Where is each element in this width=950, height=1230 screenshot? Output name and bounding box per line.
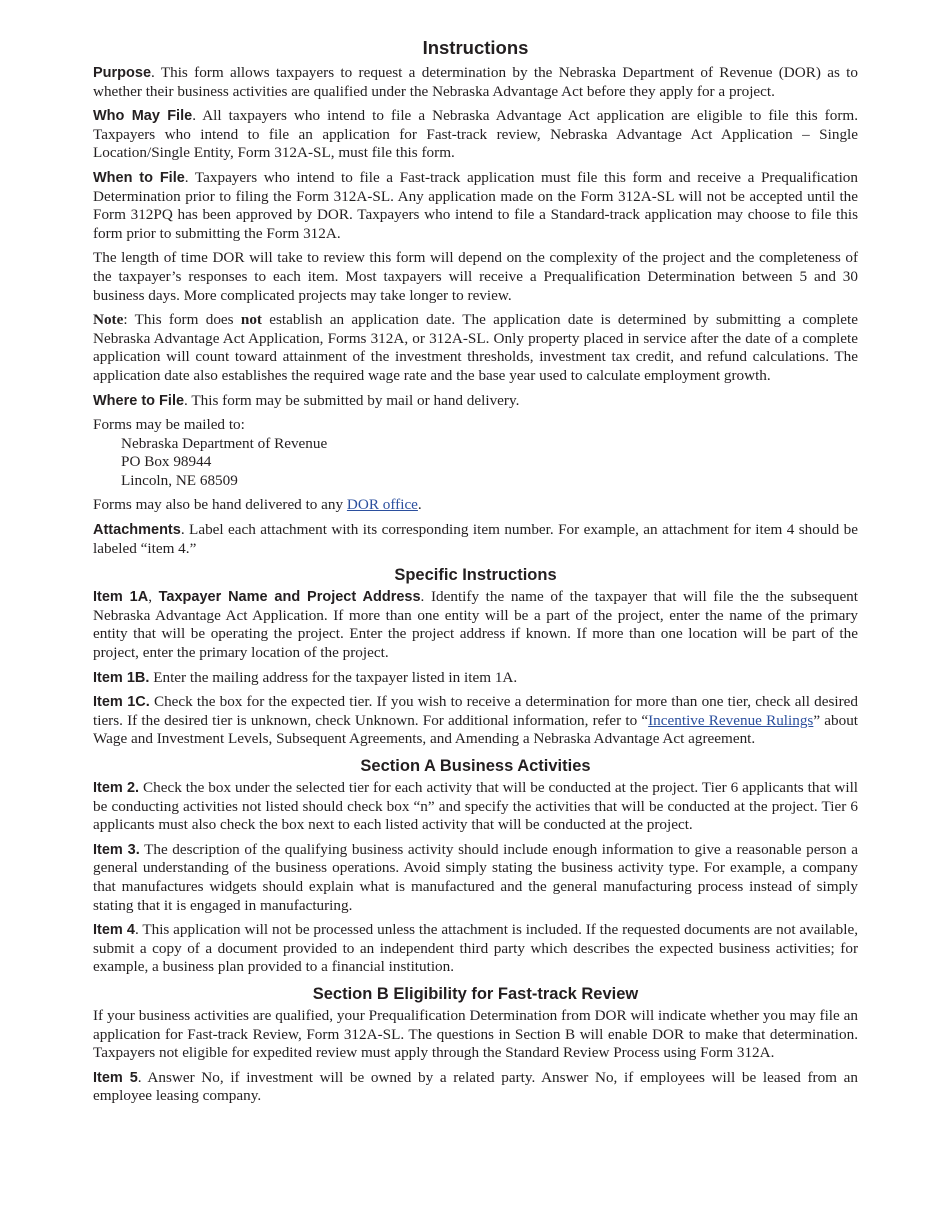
mailing-address-block [93,416,858,490]
item-1b-label: Item 1B. [93,669,150,686]
note-paragraph [93,311,858,385]
item-5-text: . Answer No, if investment will be owned by a related party. Answer No, if employees will be leased from an employee leasing company. [93,1068,858,1105]
section-a-heading: Section A Business Activities [360,757,591,775]
item-3-label: Item 3. [93,841,140,858]
review-time-paragraph: The length of time DOR will take to review this form will depend on the complexity of the project and the completeness of the taxpayer’s responses to each item. Most taxpayers will receive a Prequalification Determination between 5 and 30 business days. More complicated projects may take longer to review. [93,249,858,304]
item-4-paragraph [93,921,858,977]
hand-delivery-paragraph [93,496,858,515]
item-1a-paragraph [93,588,858,662]
item-1a-sublabel: Taxpayer Name and Project Address [158,589,421,606]
item-1c-text-pre: Check the box for the expected tier. If you wish to receive a determination for more than one tier, check all desired tiers. If the desired tier is unknown, check Unknown. For additional information, refer to “ [93,693,858,729]
item-2-text: Check the box under the selected tier for each activity that will be conducted at the project. Tier 6 applicants that will be conducting activities not listed should check box “n” and specify the activities that will be conducted at the project. Tier 6 applicants must also check the box next to each listed activity that will be conducted at the project. [93,779,859,834]
item-1a-text: . Identify the name of the taxpayer that will file the the subsequent Nebraska Advantage Act Application. If more than one entity will be a part of the project, enter the name of the primary entity that will be operating the project. Enter the project address if known. If more than one location will be part of the project, enter the primary location of the project. [93,588,858,662]
who-may-file-paragraph [93,107,858,163]
note-text-post: establish an application date. The application date is determined by submitting a complete Nebraska Advantage Act Application, Forms 312A, or 312A-SL. Only property placed in service after the date of a complete application will count toward attainment of the investment thresholds, investment tax credit, and refund calculations. The application date also establishes the required wage rate and the base year used to calculate employment growth. [93,311,858,384]
where-to-file-text: . This form may be submitted by mail or hand delivery. [184,391,520,409]
when-to-file-text: . Taxpayers who intend to file a Fast-track application must file this form and receive a Prequalification Determination prior to filing the Form 312A-SL. Any application made on the Form 312A-SL will not be accepted until the Form 312PQ has been approved by DOR. Taxpayers who intend to file a Standard-track application may choose to file this form prior to submitting the Form 312A. [93,168,858,242]
section-b-paragraph: If your business activities are qualified, your Prequalification Determination from DOR will indicate whether you may file an application for Fast-track Review, Form 312A-SL. The questions in Section B will enable DOR to make that determination. Taxpayers not eligible for expedited review must apply through the Standard Review Process using Form 312A. [93,1006,858,1062]
hand-delivery-text-post: . [417,496,422,514]
item-1b-text: Enter the mailing address for the taxpayer listed in item 1A. [149,668,518,686]
purpose-label: Purpose [93,65,152,81]
item-4-text: . This application will not be processed unless the attachment is included. If the requested documents are not available, submit a copy of a document provided to an independent third party which describes the expected business activities; for example, a business plan provided to a financial institution. [93,921,858,976]
item-1a-separator: , [148,588,159,606]
who-may-file-text: . All taxpayers who intend to file a Nebraska Advantage Act application are eligible to file this form. Taxpayers who intend to file an application for Fast-track review, Nebraska Advantage Act Application – Single Location/Single Entity, Form 312A-SL, must file this form. [93,107,858,162]
item-4-label: Item 4 [93,922,135,939]
purpose-text: . This form allows taxpayers to request a determination by the Nebraska Department of Revenue (DOR) as to whether their business activities are qualified under the Nebraska Advantage Act before they apply for a project. [93,64,858,100]
dor-office-link[interactable]: DOR office [346,496,418,514]
note-emphasis: not [240,311,262,329]
mailing-intro: Forms may be mailed to: [93,416,245,434]
page-title: Instructions [422,37,529,58]
item-1c-label: Item 1C. [93,694,150,711]
item-1c-text-post: ” about Wage and Investment Levels, Subsequent Agreements, and Amending a Nebraska Advantage Act agreement. [93,711,859,748]
section-b-heading: Section B Eligibility for Fast-track Review [312,984,639,1003]
item-1b-paragraph [93,669,858,688]
where-to-file-label: Where to File [93,392,185,409]
mailing-address-line2: PO Box 98944 [121,453,212,471]
specific-instructions-heading: Specific Instructions [394,566,557,585]
mailing-address-line1: Nebraska Department of Revenue [121,434,328,452]
hand-delivery-text-pre: Forms may also be hand delivered to any [93,496,347,514]
attachments-label: Attachments [93,522,181,539]
item-1a-label: Item 1A [93,589,149,606]
incentive-revenue-rulings-link[interactable]: Incentive Revenue Rulings [648,711,814,729]
item-2-label: Item 2. [93,780,140,796]
purpose-paragraph [93,64,858,101]
where-to-file-paragraph [93,392,858,411]
who-may-file-label: Who May File [93,108,193,125]
attachments-text: . Label each attachment with its corresponding item number. For example, an attachment for item 4 should be labeled “item 4.” [93,521,858,557]
item-5-paragraph [93,1069,858,1106]
item-2-paragraph [93,779,858,835]
item-1c-paragraph [93,693,858,749]
when-to-file-paragraph [93,169,858,243]
item-5-label: Item 5 [93,1069,138,1086]
mailing-address-line3: Lincoln, NE 68509 [121,471,238,489]
when-to-file-label: When to File [93,169,185,186]
note-text-pre: : This form does [123,311,241,329]
attachments-paragraph [93,521,858,558]
item-3-text: The description of the qualifying business activity should include enough information to give a reasonable person a general understanding of the business operations. Avoid simply stating the business activity type. For example, a company that manufactures widgets should explain what is manufactured and the general manufacturing process instead of simply stating that it is engaged in manufacturing. [93,840,858,914]
note-label: Note [93,311,124,329]
item-3-paragraph [93,841,858,915]
